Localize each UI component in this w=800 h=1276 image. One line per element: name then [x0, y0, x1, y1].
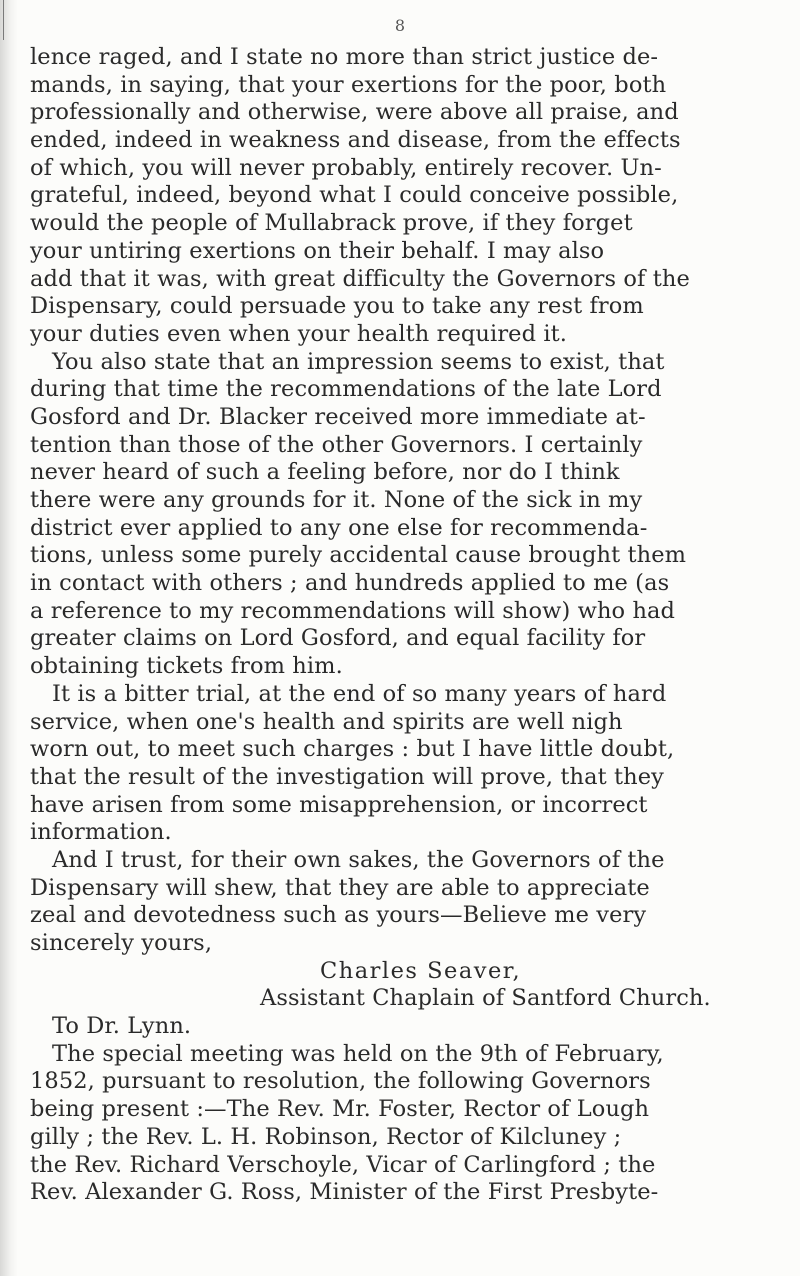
addressee: To Dr. Lynn. [52, 1013, 192, 1040]
text-line: service, when one's health and spirits are well nigh [30, 708, 623, 735]
page-number: 8 [394, 16, 406, 35]
text-line: sincerely yours, [30, 930, 213, 956]
text-line: that the result of the investigation will prove, that they [30, 763, 664, 790]
text-line: during that time the recommendations of the late Lord [30, 376, 662, 403]
text-line: lence raged, and I state no more than strict justice de- [30, 44, 659, 70]
signature-name: Charles Seaver, [320, 957, 522, 984]
text-line: gilly ; the Rev. L. H. Robinson, Rector of Kilcluney ; [30, 1123, 622, 1150]
text-line: your duties even when your health required it. [30, 320, 568, 347]
text-line: mands, in saying, that your exertions for the poor, both [30, 71, 667, 98]
text-line: obtaining tickets from him. [30, 653, 343, 680]
text-line: add that it was, with great difficulty the Governors of the [30, 265, 690, 292]
text-line: your untiring exertions on their behalf. I may also [30, 237, 605, 264]
text-line: never heard of such a feeling before, nor do I think [30, 459, 620, 486]
text-line: would the people of Mullabrack prove, if they forget [30, 210, 633, 237]
text-line: professionally and otherwise, were above all praise, and [30, 99, 679, 126]
text-line: tions, unless some purely accidental cause brought them [30, 542, 687, 569]
text-line: Gosford and Dr. Blacker received more immediate at- [30, 403, 646, 430]
signature-title: Assistant Chaplain of Santford Church. [260, 985, 711, 1012]
text-line: greater claims on Lord Gosford, and equal facility for [30, 625, 646, 652]
text-line: Rev. Alexander G. Ross, Minister of the First Presbyte- [30, 1179, 659, 1206]
text-line: grateful, indeed, beyond what I could conceive possible, [30, 182, 679, 209]
text-line: Dispensary will shew, that they are able to appreciate [30, 874, 650, 901]
text-line: ended, indeed in weakness and disease, from the effects [30, 127, 681, 154]
text-line: And I trust, for their own sakes, the Governors of the [52, 846, 665, 873]
text-line: zeal and devotedness such as yours—Believe me very [30, 902, 647, 929]
text-line: there were any grounds for it. None of the sick in my [30, 487, 643, 513]
text-line: tention than those of the other Governors. I certainly [30, 431, 643, 458]
text-line: Dispensary, could persuade you to take any rest from [30, 293, 644, 320]
text-line: It is a bitter trial, at the end of so many years of hard [52, 680, 667, 707]
text-line: of which, you will never probably, entirely recover. Un- [30, 154, 662, 181]
text-line: the Rev. Richard Verschoyle, Vicar of Carlingford ; the [30, 1151, 656, 1178]
text-line: being present :—The Rev. Mr. Foster, Rector of Lough [30, 1096, 650, 1123]
margin-rule [3, 0, 4, 40]
text-line: worn out, to meet such charges : but I have little doubt, [30, 736, 675, 763]
text-line: information. [30, 819, 172, 846]
text-line: have arisen from some misapprehension, or incorrect [30, 791, 648, 818]
text-line: a reference to my recommendations will show) who had [30, 597, 676, 624]
body-text [30, 44, 775, 1207]
text-line: The special meeting was held on the 9th of February, [52, 1040, 664, 1067]
text-line: 1852, pursuant to resolution, the following Governors [30, 1068, 651, 1095]
text-line: in contact with others ; and hundreds applied to me (as [30, 570, 670, 597]
text-line: district ever applied to any one else for recommenda- [30, 514, 648, 541]
text-line: You also state that an impression seems to exist, that [52, 348, 665, 375]
binding-shadow [0, 0, 18, 1276]
